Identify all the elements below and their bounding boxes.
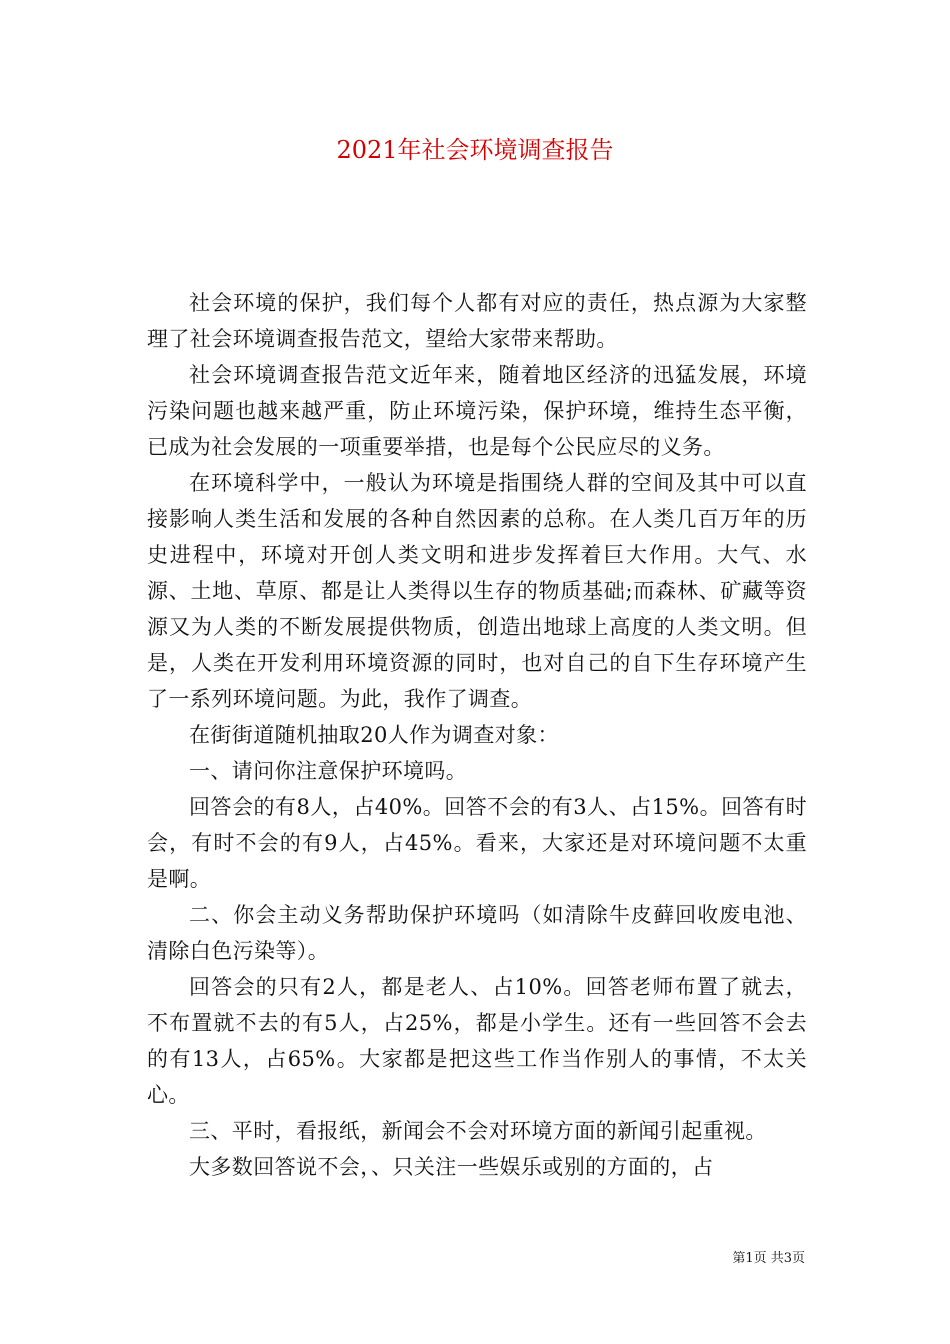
document-title: 2021年社会环境调查报告	[336, 136, 614, 164]
paragraph-environment-science: 在环境科学中，一般认为环境是指围绕人群的空间及其中可以直接影响人类生活和发展的各种自然因素的总称。在人类几百万年的历史进程中，环境对开创人类文明和进步发挥着巨大作用。大气、水源、土地、草原、都是让人类得以生存的物质基础;而森林、矿藏等资源又为人类的不断发展提供物质，创造出地球上高度的人类文明。但是，人类在开发利用环境资源的同时，也对自己的自下生存环境产生了一系列环境问题。为此，我作了调查。	[147, 471, 807, 711]
paragraph-answer-2: 回答会的只有2人，都是老人、占10%。回答老师布置了就去，不布置就不去的有5人，占25%，都是小学生。还有一些回答不会去的有13人，占65%。大家都是把这些工作当作别人的事情，不太关心。	[147, 975, 807, 1107]
paragraph-answer-1: 回答会的有8人，占40%。回答不会的有3人、占15%。回答有时会，有时不会的有9人，占45%。看来，大家还是对环境问题不太重是啊。	[147, 795, 807, 891]
paragraph-question-1: 一、请问你注意保护环境吗。	[189, 759, 468, 783]
paragraph-background: 社会环境调查报告范文近年来，随着地区经济的迅猛发展，环境污染问题也越来越严重，防止环境污染，保护环境，维持生态平衡，已成为社会发展的一项重要举措，也是每个公民应尽的义务。	[147, 363, 807, 459]
paragraph-intro: 社会环境的保护，我们每个人都有对应的责任，热点源为大家整理了社会环境调查报告范文，望给大家带来帮助。	[147, 291, 807, 351]
page-number-footer: 第1页 共3页	[732, 1251, 805, 1266]
paragraph-survey-sample: 在街街道随机抽取20人作为调查对象：	[189, 723, 559, 747]
paragraph-answer-3: 大多数回答说不会，、只关注一些娱乐或别的方面的，占	[189, 1155, 714, 1179]
paragraph-question-2: 二、你会主动义务帮助保护环境吗（如清除牛皮藓回收废电池、清除白色污染等）。	[147, 903, 807, 963]
document-body	[147, 285, 807, 1185]
paragraph-question-3: 三、平时，看报纸，新闻会不会对环境方面的新闻引起重视。	[189, 1119, 767, 1143]
